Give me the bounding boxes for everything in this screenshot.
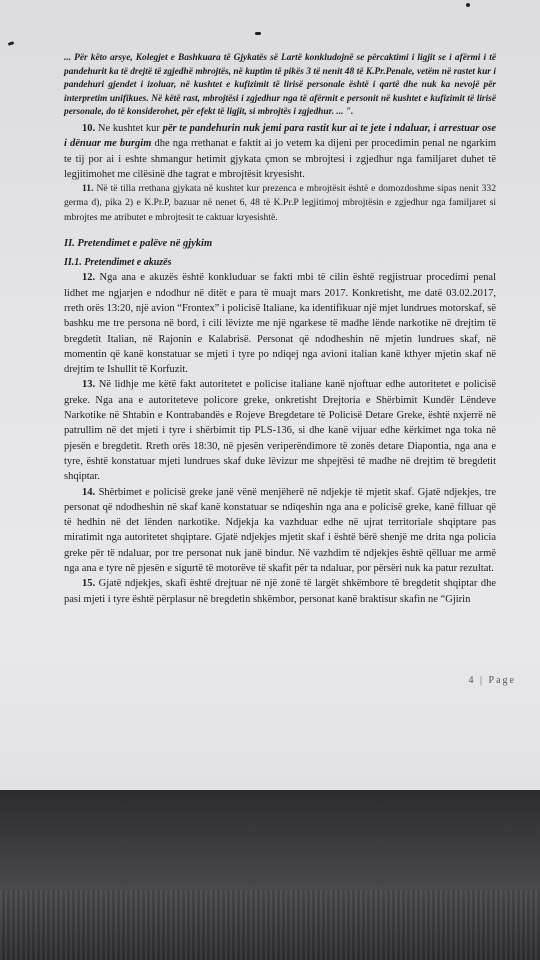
paragraph-text: Shërbimet e policisë greke janë vënë menjëherë në ndjekje të mjetit skaf. Gjatë ndjekjes, tre personat që ndodheshin në skaf kanë konstatuar se ndiqeshin nga ana e policisë greke, kanë filluar që të hedhin në det lënden narkotike. Ndjekja ka vazhduar edhe në ujrat territoriale shqiptare pas miratimit nga autoritetet shqiptare. Gjatë ndjekjes mjetit skaf i është bërë shenjë me drita nga policia greke për të ndaluar, por tre personat nuk janë bindur. Në vazhdim të ndjekjes është qëlluar me armë nga ana e tyre në pjesën e sigurtë të motorëve të skafit për ta ndaluar, por përsëri nuk ka patur rezultat.: [64, 486, 497, 574]
paragraph-number: 14.: [82, 486, 96, 498]
paragraph-number: 15.: [82, 578, 96, 590]
paragraph-10: [64, 121, 496, 182]
quoted-ruling: ... Për këto arsye, Kolegjet e Bashkuara të Gjykatës së Lartë konkludojnë se përcaktimi i ligjit se i afërmi i të pandehurit ka të drejtë të zgjedhë mbrojtës, në kuptim të pikës 3 të nenit 48 të K.Pr.Penale, vetëm në rastet kur i pandehuri gjendet i izoluar, në kushtet e kufizimit të lirisë personale është i qartë dhe nuk ka nevojë për interpretim unifikues. Në këtë rast, mbrojtësi i zgjedhur nga të afërmit e personit në kushtet e kufizimit të lirisë personale, do të konsiderohet, për efekt të ligjit, si mbrojtës i zgjedhur. ... ".: [64, 53, 496, 118]
paragraph-emphasis: për te pandehurin nuk jemi para rastit kur ai te jete i ndaluar, i arrestuar ose i dënuar me burgim: [64, 122, 496, 150]
spacer: [64, 225, 496, 236]
page-footer: [469, 675, 516, 686]
paragraph-number: 11.: [82, 183, 94, 195]
paragraph-text: Gjatë ndjekjes, skafi është drejtuar në një zonë të largët shkëmbore të bregdetit shqiptar dhe pasi mjeti i tyre është përplasur në bregdetin shkëmbor, personat kanë braktisur skafin ne “Gjirin: [64, 578, 497, 605]
paragraph-number: 13.: [82, 379, 96, 391]
page-separator: |: [480, 675, 485, 686]
paragraph-text: Nga ana e akuzës është konkluduar se fakti mbi të cilin është regjistruar procedimi penal lidhet me ngjarjen e ndodhur në ditët e para të muajt mars 2017. Konkretisht, me datë 03.02.2017, rreth orës 13:20, një avion “Frontex” i policisë Italiane, ka identifikuar një mjet lundrues motorskaf, së bashku me tre persona në bord, i cili lëvizte me një ngarkese të madhe lënde narkotike në drejtim të bregdetit Italian, në Rajonin e Kalabrisë. Personat që ndodheshin në mjetin lundrues skaf, në momentin që kanë konstatuar se mjeti i tyre po ndiqej nga avioni italian kanë kthyer mjetin skaf në drejtim te Ishullit të Korfuzit.: [64, 272, 496, 376]
paragraph-text: Ne kushtet kur: [97, 122, 163, 134]
paragraph-text: Në të tilla rrethana gjykata në kushtet kur prezenca e mbrojtësit është e domozdoshme sipas nenit 332 germa d), pika 2) e K.Pr.P, bazuar në nenet 6, 48 të K.Pr.P legjitimoj mbrojtësin e zgjedhur nga familjaret si mbrojtes me atributet e mbrojtesit te caktuar kryesishtë.: [64, 183, 496, 223]
paragraph-14: [64, 485, 496, 577]
paragraph-12: [64, 270, 496, 377]
paragraph-11: [64, 182, 496, 225]
paragraph-15: [64, 576, 496, 607]
document-body: [64, 52, 496, 607]
page-number: 4: [468, 675, 476, 686]
background-surface: [0, 790, 540, 960]
section-heading: II. Pretendimet e palëve në gjykim: [64, 237, 213, 249]
subsection-heading: II.1. Pretendimet e akuzës: [64, 257, 172, 269]
carpet-texture: [0, 890, 540, 960]
paragraph-text: Në lidhje me këtë fakt autoritetet e policise italiane kanë njoftuar edhe autoritetet e policisë greke. Nga ana e autoriteteve policore greke, onkretisht Drejtoria e Shërbimit Kundër Lëndeve Narkotike në Shtabin e Kontrabandës e Rojeve Bregdetare të Policisë Detare Greke, është nxjerrë në patrullim në det mjeti i tyre i shërbimit tip PLS-136, si dhe kanë vijuar edhe kërkimet nga toka në pjesën e bregdetit. Rreth orës 18:30, në pjesën veriperëndimore të zonës detare Diapontia, nga ana e tyre, është konstatuar mjeti lundrues skaf duke lëvizur me shpejtësi të madhe në drejtim të bregdetit shqiptar.: [64, 379, 497, 483]
paragraph-number: 10.: [82, 122, 96, 134]
page-label: Page: [488, 675, 516, 686]
smudge-mark: [8, 41, 15, 46]
smudge-mark: [466, 3, 470, 7]
paragraph-number: 12.: [82, 272, 96, 284]
smudge-mark: [255, 32, 261, 35]
paragraph-13: [64, 377, 496, 484]
paragraph-text: dhe nga rrethanat e faktit ai jo vetem ka dijeni per procedimin penal ne ngarkim te tij por ai i eshte shmangur hetimit gjykata çmon se mbrojtesi i zgjedhur nga familjaret duhet të legjitimohet me cilësinë dhe tagrat e mbrojtësit kryesisht.: [64, 138, 496, 180]
